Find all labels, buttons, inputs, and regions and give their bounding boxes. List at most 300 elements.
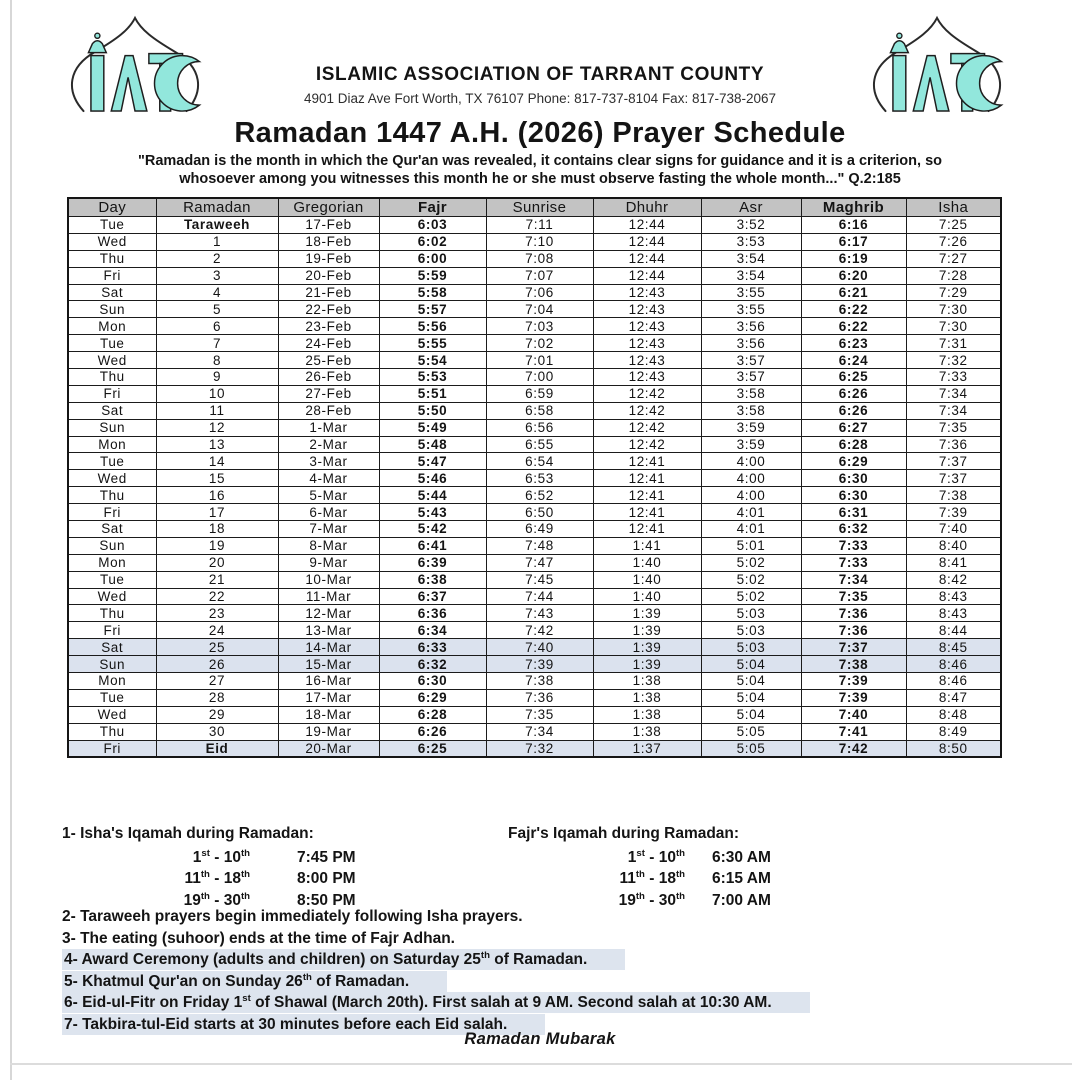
- cell-ramadan: 12: [156, 419, 278, 436]
- cell-fajr: 6:32: [379, 656, 486, 673]
- cell-isha: 7:30: [906, 301, 1001, 318]
- iqamah-section: [62, 825, 1012, 912]
- table-row: [68, 521, 1001, 538]
- cell-dhuhr: 12:43: [593, 352, 701, 369]
- cell-isha: 8:48: [906, 706, 1001, 723]
- cell-day: Sun: [68, 656, 156, 673]
- cell-isha: 7:40: [906, 521, 1001, 538]
- cell-fajr: 5:43: [379, 504, 486, 521]
- cell-dhuhr: 1:39: [593, 605, 701, 622]
- iqamah-range: 19th - 30th: [183, 890, 250, 909]
- cell-maghrib: 6:30: [801, 487, 906, 504]
- note-item: 5- Khatmul Qur'an on Sunday 26th of Ramadan.: [62, 971, 1022, 993]
- cell-sunrise: 7:04: [486, 301, 593, 318]
- cell-dhuhr: 12:43: [593, 318, 701, 335]
- table-row: [68, 385, 1001, 402]
- cell-ramadan: 10: [156, 385, 278, 402]
- table-row: [68, 723, 1001, 740]
- cell-dhuhr: 1:39: [593, 656, 701, 673]
- iqamah-range: 11th - 18th: [619, 869, 685, 888]
- cell-asr: 5:02: [701, 554, 801, 571]
- cell-fajr: 5:58: [379, 284, 486, 301]
- cell-day: Fri: [68, 622, 156, 639]
- cell-maghrib: 6:22: [801, 318, 906, 335]
- cell-dhuhr: 12:44: [593, 250, 701, 267]
- org-name: ISLAMIC ASSOCIATION OF TARRANT COUNTY: [315, 64, 765, 85]
- table-row: [68, 318, 1001, 335]
- cell-sunrise: 7:47: [486, 554, 593, 571]
- cell-dhuhr: 1:41: [593, 537, 701, 554]
- cell-sunrise: 6:55: [486, 436, 593, 453]
- cell-isha: 7:36: [906, 436, 1001, 453]
- cell-maghrib: 6:19: [801, 250, 906, 267]
- cell-day: Tue: [68, 689, 156, 706]
- cell-fajr: 5:46: [379, 470, 486, 487]
- cell-asr: 3:53: [701, 233, 801, 250]
- prayer-times-table: [67, 197, 1002, 758]
- cell-asr: 3:57: [701, 369, 801, 386]
- cell-asr: 3:55: [701, 284, 801, 301]
- cell-isha: 7:33: [906, 369, 1001, 386]
- cell-isha: 8:46: [906, 656, 1001, 673]
- cell-sunrise: 6:53: [486, 470, 593, 487]
- cell-asr: 3:59: [701, 419, 801, 436]
- cell-ramadan: 25: [156, 639, 278, 656]
- quran-quote: [0, 153, 1080, 188]
- cell-isha: 8:47: [906, 689, 1001, 706]
- cell-ramadan: 22: [156, 588, 278, 605]
- cell-isha: 8:42: [906, 571, 1001, 588]
- cell-sunrise: 7:45: [486, 571, 593, 588]
- table-row: [68, 335, 1001, 352]
- cell-gregorian: 21-Feb: [278, 284, 379, 301]
- note-item: 7- Takbira-tul-Eid starts at 30 minutes before each Eid salah.: [62, 1014, 1022, 1036]
- cell-gregorian: 4-Mar: [278, 470, 379, 487]
- page-edge-artifact-bottom: [10, 1063, 1072, 1065]
- column-header-gregorian: Gregorian: [278, 198, 379, 217]
- iqamah-rows: [62, 847, 1012, 912]
- column-header-ramadan: Ramadan: [156, 198, 278, 217]
- cell-gregorian: 18-Mar: [278, 706, 379, 723]
- cell-day: Tue: [68, 335, 156, 352]
- cell-dhuhr: 12:41: [593, 453, 701, 470]
- cell-maghrib: 6:17: [801, 233, 906, 250]
- cell-isha: 7:35: [906, 419, 1001, 436]
- cell-day: Fri: [68, 504, 156, 521]
- cell-asr: 4:00: [701, 453, 801, 470]
- cell-ramadan: 5: [156, 301, 278, 318]
- isha-iqamah-label: 1- Isha's Iqamah during Ramadan:: [62, 825, 314, 842]
- cell-sunrise: 7:42: [486, 622, 593, 639]
- cell-dhuhr: 1:38: [593, 689, 701, 706]
- cell-dhuhr: 12:44: [593, 267, 701, 284]
- cell-ramadan: 14: [156, 453, 278, 470]
- cell-asr: 3:59: [701, 436, 801, 453]
- cell-gregorian: 25-Feb: [278, 352, 379, 369]
- cell-fajr: 6:39: [379, 554, 486, 571]
- cell-isha: 8:40: [906, 537, 1001, 554]
- cell-ramadan: 24: [156, 622, 278, 639]
- table-row: [68, 571, 1001, 588]
- cell-day: Mon: [68, 436, 156, 453]
- cell-fajr: 5:44: [379, 487, 486, 504]
- cell-day: Sun: [68, 419, 156, 436]
- cell-sunrise: 7:40: [486, 639, 593, 656]
- cell-day: Mon: [68, 318, 156, 335]
- cell-gregorian: 16-Mar: [278, 673, 379, 690]
- table-row: [68, 537, 1001, 554]
- cell-sunrise: 7:02: [486, 335, 593, 352]
- cell-ramadan: 19: [156, 537, 278, 554]
- cell-isha: 7:38: [906, 487, 1001, 504]
- cell-ramadan: 3: [156, 267, 278, 284]
- cell-maghrib: 7:36: [801, 622, 906, 639]
- table-row: [68, 673, 1001, 690]
- page-title: Ramadan 1447 A.H. (2026) Prayer Schedule: [234, 117, 846, 149]
- cell-maghrib: 6:27: [801, 419, 906, 436]
- cell-day: Sat: [68, 521, 156, 538]
- cell-gregorian: 9-Mar: [278, 554, 379, 571]
- cell-day: Sun: [68, 537, 156, 554]
- cell-maghrib: 7:36: [801, 605, 906, 622]
- cell-sunrise: 7:44: [486, 588, 593, 605]
- cell-fajr: 6:03: [379, 217, 486, 234]
- cell-ramadan: 20: [156, 554, 278, 571]
- table-row: [68, 504, 1001, 521]
- cell-gregorian: 20-Mar: [278, 740, 379, 757]
- cell-isha: 7:26: [906, 233, 1001, 250]
- quote-line-2: whosoever among you witnesses this month he or she must observe fasting the whole month..." Q.2:185: [179, 170, 901, 187]
- fajr-iqamah-time: 6:30 AM: [712, 848, 771, 866]
- cell-asr: 5:02: [701, 588, 801, 605]
- iqamah-row: [62, 847, 1012, 869]
- cell-asr: 5:04: [701, 706, 801, 723]
- cell-sunrise: 7:01: [486, 352, 593, 369]
- cell-fajr: 6:25: [379, 740, 486, 757]
- cell-isha: 7:37: [906, 453, 1001, 470]
- cell-sunrise: 7:07: [486, 267, 593, 284]
- cell-asr: 5:05: [701, 723, 801, 740]
- cell-maghrib: 6:29: [801, 453, 906, 470]
- isha-iqamah-time: 8:00 PM: [297, 870, 356, 888]
- cell-sunrise: 7:48: [486, 537, 593, 554]
- cell-ramadan: 27: [156, 673, 278, 690]
- table-row: [68, 284, 1001, 301]
- cell-gregorian: 17-Mar: [278, 689, 379, 706]
- column-header-maghrib: Maghrib: [801, 198, 906, 217]
- cell-day: Fri: [68, 740, 156, 757]
- cell-dhuhr: 12:43: [593, 301, 701, 318]
- table-row: [68, 352, 1001, 369]
- cell-sunrise: 6:52: [486, 487, 593, 504]
- cell-gregorian: 6-Mar: [278, 504, 379, 521]
- cell-dhuhr: 12:41: [593, 521, 701, 538]
- cell-maghrib: 6:26: [801, 402, 906, 419]
- cell-maghrib: 6:31: [801, 504, 906, 521]
- table-row: [68, 453, 1001, 470]
- cell-fajr: 6:36: [379, 605, 486, 622]
- cell-gregorian: 23-Feb: [278, 318, 379, 335]
- iqamah-range: 1st - 10th: [627, 847, 685, 866]
- cell-ramadan: 6: [156, 318, 278, 335]
- table-row: [68, 554, 1001, 571]
- iqamah-range: 19th - 30th: [618, 890, 685, 909]
- cell-gregorian: 7-Mar: [278, 521, 379, 538]
- cell-isha: 8:49: [906, 723, 1001, 740]
- cell-ramadan: 8: [156, 352, 278, 369]
- cell-isha: 7:27: [906, 250, 1001, 267]
- cell-maghrib: 6:23: [801, 335, 906, 352]
- cell-fajr: 5:55: [379, 335, 486, 352]
- cell-day: Thu: [68, 250, 156, 267]
- cell-day: Wed: [68, 588, 156, 605]
- cell-ramadan: 9: [156, 369, 278, 386]
- cell-maghrib: 7:41: [801, 723, 906, 740]
- cell-gregorian: 27-Feb: [278, 385, 379, 402]
- cell-gregorian: 15-Mar: [278, 656, 379, 673]
- cell-asr: 3:58: [701, 402, 801, 419]
- cell-maghrib: 6:25: [801, 369, 906, 386]
- cell-dhuhr: 1:39: [593, 622, 701, 639]
- fajr-iqamah-time: 6:15 AM: [712, 870, 771, 888]
- cell-ramadan: 28: [156, 689, 278, 706]
- cell-dhuhr: 12:41: [593, 470, 701, 487]
- table-row: [68, 622, 1001, 639]
- cell-isha: 8:45: [906, 639, 1001, 656]
- cell-maghrib: 7:38: [801, 656, 906, 673]
- note-item: 2- Taraweeh prayers begin immediately following Isha prayers.: [62, 908, 523, 925]
- cell-maghrib: 6:22: [801, 301, 906, 318]
- table-row: [68, 436, 1001, 453]
- cell-asr: 5:04: [701, 673, 801, 690]
- table-row: [68, 233, 1001, 250]
- cell-dhuhr: 12:42: [593, 385, 701, 402]
- cell-asr: 5:01: [701, 537, 801, 554]
- table-row: [68, 250, 1001, 267]
- cell-dhuhr: 12:42: [593, 419, 701, 436]
- cell-gregorian: 5-Mar: [278, 487, 379, 504]
- cell-fajr: 5:51: [379, 385, 486, 402]
- cell-day: Sat: [68, 284, 156, 301]
- table-row: [68, 369, 1001, 386]
- cell-day: Tue: [68, 571, 156, 588]
- cell-maghrib: 6:20: [801, 267, 906, 284]
- cell-sunrise: 7:39: [486, 656, 593, 673]
- cell-maghrib: 6:24: [801, 352, 906, 369]
- table-row: [68, 605, 1001, 622]
- cell-fajr: 5:48: [379, 436, 486, 453]
- table-row: [68, 656, 1001, 673]
- cell-sunrise: 7:10: [486, 233, 593, 250]
- cell-isha: 7:29: [906, 284, 1001, 301]
- iqamah-range: 11th - 18th: [184, 869, 250, 888]
- table-row: [68, 639, 1001, 656]
- cell-isha: 8:50: [906, 740, 1001, 757]
- cell-fajr: 5:54: [379, 352, 486, 369]
- cell-ramadan: 4: [156, 284, 278, 301]
- cell-ramadan: 18: [156, 521, 278, 538]
- column-header-sunrise: Sunrise: [486, 198, 593, 217]
- cell-maghrib: 7:40: [801, 706, 906, 723]
- cell-fajr: 6:26: [379, 723, 486, 740]
- table-row: [68, 419, 1001, 436]
- cell-sunrise: 7:06: [486, 284, 593, 301]
- cell-gregorian: 2-Mar: [278, 436, 379, 453]
- cell-gregorian: 11-Mar: [278, 588, 379, 605]
- cell-day: Fri: [68, 267, 156, 284]
- cell-isha: 7:34: [906, 385, 1001, 402]
- cell-dhuhr: 1:38: [593, 706, 701, 723]
- cell-ramadan: 15: [156, 470, 278, 487]
- note-item: 6- Eid-ul-Fitr on Friday 1st of Shawal (March 20th). First salah at 9 AM. Second salah at 10:30 AM.: [62, 992, 1022, 1014]
- cell-dhuhr: 1:38: [593, 723, 701, 740]
- cell-fajr: 6:41: [379, 537, 486, 554]
- footer-greeting: Ramadan Mubarak: [464, 1030, 616, 1048]
- table-row: [68, 588, 1001, 605]
- cell-asr: 3:58: [701, 385, 801, 402]
- fajr-iqamah-label: Fajr's Iqamah during Ramadan:: [508, 825, 740, 842]
- table-row: [68, 706, 1001, 723]
- cell-day: Tue: [68, 217, 156, 234]
- cell-gregorian: 22-Feb: [278, 301, 379, 318]
- cell-isha: 7:34: [906, 402, 1001, 419]
- cell-maghrib: 7:37: [801, 639, 906, 656]
- cell-asr: 5:02: [701, 571, 801, 588]
- cell-dhuhr: 1:40: [593, 571, 701, 588]
- cell-day: Thu: [68, 605, 156, 622]
- table-row: [68, 689, 1001, 706]
- cell-sunrise: 6:58: [486, 402, 593, 419]
- cell-day: Wed: [68, 706, 156, 723]
- cell-sunrise: 7:36: [486, 689, 593, 706]
- cell-asr: 3:56: [701, 335, 801, 352]
- cell-asr: 4:01: [701, 504, 801, 521]
- cell-fajr: 6:02: [379, 233, 486, 250]
- cell-ramadan: 11: [156, 402, 278, 419]
- cell-fajr: 5:49: [379, 419, 486, 436]
- cell-maghrib: 6:21: [801, 284, 906, 301]
- isha-iqamah-time: 7:45 PM: [297, 848, 356, 866]
- cell-day: Wed: [68, 352, 156, 369]
- cell-isha: 7:39: [906, 504, 1001, 521]
- table-row: [68, 470, 1001, 487]
- cell-ramadan: 26: [156, 656, 278, 673]
- cell-maghrib: 7:39: [801, 689, 906, 706]
- cell-day: Fri: [68, 385, 156, 402]
- cell-maghrib: 6:28: [801, 436, 906, 453]
- cell-sunrise: 6:49: [486, 521, 593, 538]
- table-row: [68, 267, 1001, 284]
- cell-fajr: 5:50: [379, 402, 486, 419]
- cell-ramadan: 13: [156, 436, 278, 453]
- iqamah-range: 1st - 10th: [192, 847, 250, 866]
- cell-maghrib: 7:42: [801, 740, 906, 757]
- cell-asr: 5:03: [701, 622, 801, 639]
- cell-dhuhr: 12:42: [593, 436, 701, 453]
- cell-fajr: 6:00: [379, 250, 486, 267]
- cell-sunrise: 7:38: [486, 673, 593, 690]
- cell-dhuhr: 1:37: [593, 740, 701, 757]
- cell-sunrise: 6:54: [486, 453, 593, 470]
- cell-asr: 4:00: [701, 487, 801, 504]
- table-row: [68, 402, 1001, 419]
- cell-day: Wed: [68, 470, 156, 487]
- cell-gregorian: 10-Mar: [278, 571, 379, 588]
- column-header-fajr: Fajr: [379, 198, 486, 217]
- cell-sunrise: 6:56: [486, 419, 593, 436]
- cell-dhuhr: 1:39: [593, 639, 701, 656]
- cell-isha: 7:37: [906, 470, 1001, 487]
- cell-isha: 8:41: [906, 554, 1001, 571]
- cell-fajr: 5:53: [379, 369, 486, 386]
- cell-fajr: 6:30: [379, 673, 486, 690]
- cell-gregorian: 28-Feb: [278, 402, 379, 419]
- cell-asr: 5:05: [701, 740, 801, 757]
- cell-day: Wed: [68, 233, 156, 250]
- table-header-row: [68, 198, 1001, 217]
- cell-dhuhr: 1:40: [593, 588, 701, 605]
- cell-ramadan: 2: [156, 250, 278, 267]
- org-address: 4901 Diaz Ave Fort Worth, TX 76107 Phone: 817-737-8104 Fax: 817-738-2067: [303, 91, 777, 106]
- cell-fajr: 6:37: [379, 588, 486, 605]
- cell-isha: 7:31: [906, 335, 1001, 352]
- cell-ramadan: 17: [156, 504, 278, 521]
- cell-isha: 8:43: [906, 605, 1001, 622]
- cell-gregorian: 18-Feb: [278, 233, 379, 250]
- cell-fajr: 6:29: [379, 689, 486, 706]
- cell-gregorian: 1-Mar: [278, 419, 379, 436]
- column-header-dhuhr: Dhuhr: [593, 198, 701, 217]
- cell-asr: 3:56: [701, 318, 801, 335]
- cell-gregorian: 12-Mar: [278, 605, 379, 622]
- cell-maghrib: 7:35: [801, 588, 906, 605]
- cell-fajr: 5:59: [379, 267, 486, 284]
- cell-fajr: 6:28: [379, 706, 486, 723]
- cell-isha: 8:43: [906, 588, 1001, 605]
- cell-day: Thu: [68, 369, 156, 386]
- iqamah-row: [62, 868, 1012, 890]
- cell-maghrib: 7:39: [801, 673, 906, 690]
- cell-day: Tue: [68, 453, 156, 470]
- cell-isha: 7:25: [906, 217, 1001, 234]
- isha-iqamah-time: 8:50 PM: [297, 891, 356, 909]
- cell-day: Mon: [68, 673, 156, 690]
- cell-asr: 3:55: [701, 301, 801, 318]
- cell-dhuhr: 12:43: [593, 369, 701, 386]
- cell-asr: 4:01: [701, 521, 801, 538]
- cell-dhuhr: 12:42: [593, 402, 701, 419]
- cell-dhuhr: 12:43: [593, 284, 701, 301]
- cell-maghrib: 6:30: [801, 470, 906, 487]
- cell-gregorian: 13-Mar: [278, 622, 379, 639]
- cell-ramadan: 16: [156, 487, 278, 504]
- cell-asr: 5:04: [701, 689, 801, 706]
- cell-fajr: 6:33: [379, 639, 486, 656]
- cell-dhuhr: 1:38: [593, 673, 701, 690]
- cell-sunrise: 7:08: [486, 250, 593, 267]
- cell-sunrise: 6:50: [486, 504, 593, 521]
- note-item: 3- The eating (suhoor) ends at the time of Fajr Adhan.: [62, 929, 455, 947]
- cell-asr: 3:54: [701, 267, 801, 284]
- column-header-day: Day: [68, 198, 156, 217]
- cell-asr: 3:57: [701, 352, 801, 369]
- cell-sunrise: 6:59: [486, 385, 593, 402]
- cell-fajr: 6:38: [379, 571, 486, 588]
- cell-isha: 8:44: [906, 622, 1001, 639]
- iqamah-labels: [62, 825, 1012, 847]
- cell-isha: 7:32: [906, 352, 1001, 369]
- cell-dhuhr: 12:41: [593, 504, 701, 521]
